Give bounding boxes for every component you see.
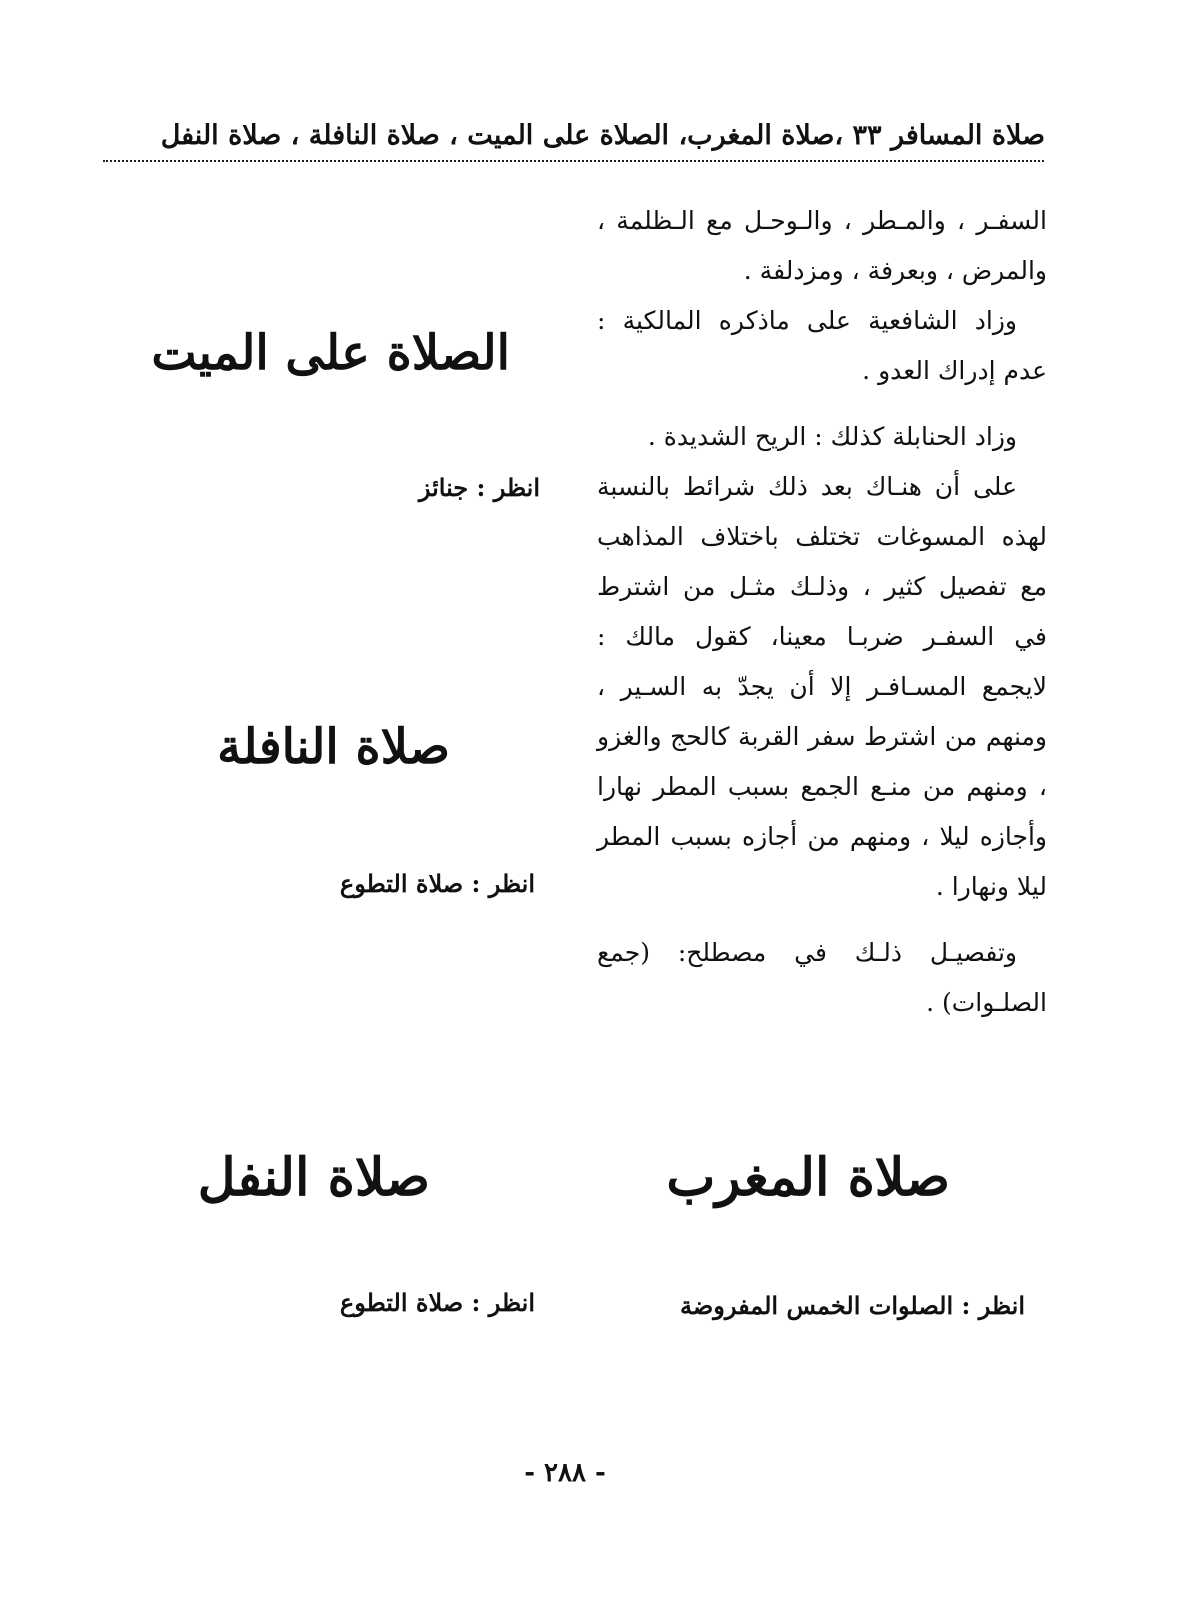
page-number: - ٢٨٨ - [524, 1458, 606, 1488]
entry-title-maghrib: صلاة المغرب [666, 1147, 950, 1208]
main-text-column [597, 196, 1047, 1044]
paragraph-causes: السفـر ، والمـطر ، والـوحـل مع الـظلمة ، والمرض ، وبعرفة ، ومزدلفة . [597, 206, 1047, 285]
entry-see-mayyit: انظر : جنائز [418, 473, 540, 502]
paragraph-cross-reference: وتفصيـل ذلـك في مصطلح: (جمع الصلـوات) . [597, 938, 1047, 1017]
entry-title-nafila: صلاة النافلة [217, 719, 450, 775]
entry-title-nafl: صلاة النفل [197, 1147, 430, 1208]
paragraph-conditions: على أن هنـاك بعد ذلك شرائط بالنسبة لهذه المسوغات تختلف باختلاف المذاهب مع تفصيل كثير ، وذلـك مثـل من اشترط في السفـر ضربـا معينا، كقول مالك : لايجمع المسـافـر إلا أن يجدّ به السـير ، ومنهم من اشترط سفر القربة كالحج والغزو ، ومنهم من منـع الجمع بسبب المطر نهارا وأجازه ليلا ، ومنهم من أجازه بسبب المطر ليلا ونهارا . [597, 472, 1047, 901]
running-header: صلاة المسافر ٣٣ ،صلاة المغرب، الصلاة على الميت ، صلاة النافلة ، صلاة النفل [160, 120, 1045, 151]
entry-title-mayyit: الصلاة على الميت [151, 325, 510, 381]
paragraph-hanbali: وزاد الحنابلة كذلك : الريح الشديدة . [647, 422, 1017, 451]
header-dotted-rule [103, 160, 1044, 162]
paragraph-shafii: وزاد الشافعية على ماذكره المالكية : عدم إدراك العدو . [597, 306, 1047, 385]
entry-see-nafl: انظر : صلاة التطوع [339, 1288, 535, 1317]
entry-see-maghrib: انظر : الصلوات الخمس المفروضة [680, 1291, 1025, 1320]
entry-see-nafila: انظر : صلاة التطوع [339, 869, 535, 898]
